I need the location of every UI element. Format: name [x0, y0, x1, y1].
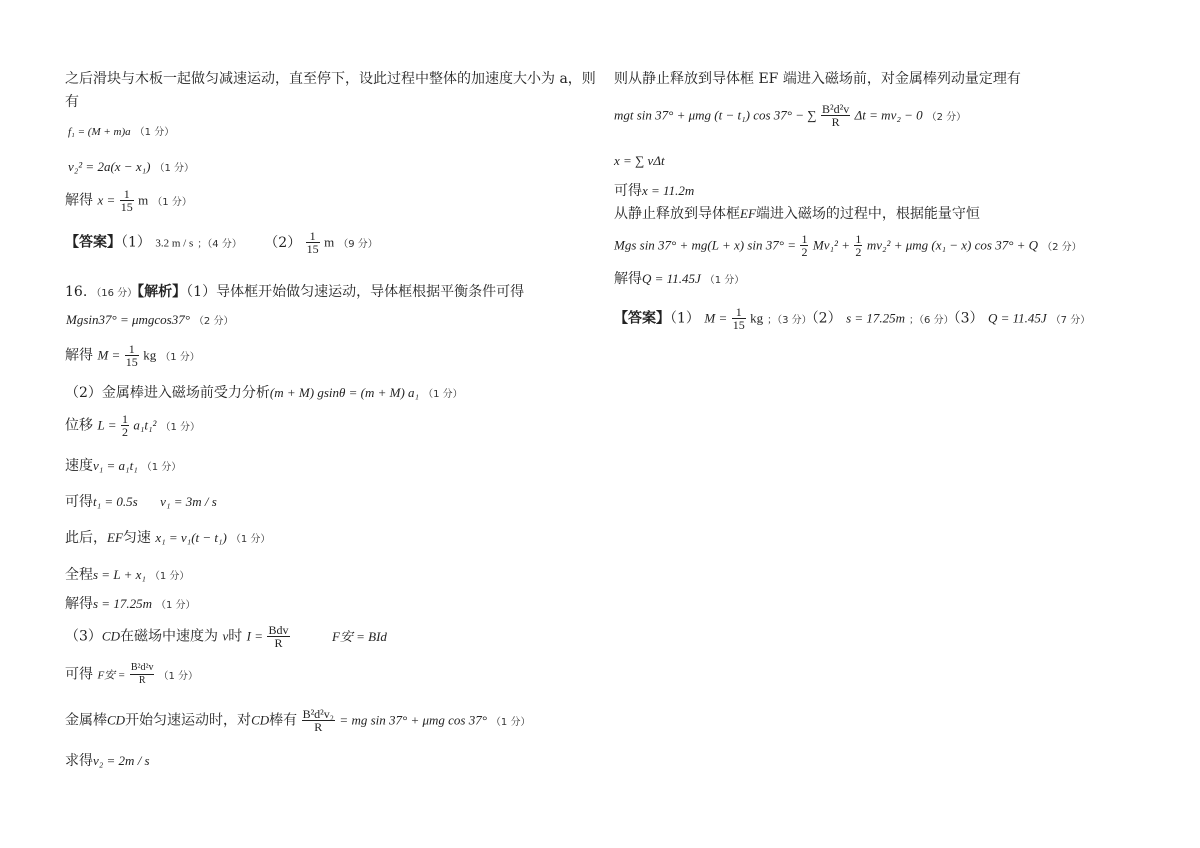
label: 解得 [65, 596, 93, 612]
fraction [125, 343, 139, 368]
formula-line [65, 413, 200, 438]
unit: kg [750, 310, 764, 326]
formula: mv₂² + μmg (x₁ − x) cos 37° + Q [866, 237, 1039, 253]
formula: 3.2 m / s [155, 237, 194, 250]
numerator: 1 [732, 306, 746, 319]
answer-line [65, 230, 378, 255]
points: ；（4 分） [197, 238, 242, 250]
numerator: 1 [120, 188, 134, 201]
denominator: 2 [121, 425, 128, 439]
unit: m [324, 234, 335, 250]
variable: EF [107, 530, 123, 545]
part-label: （3） [65, 628, 102, 645]
denominator: 2 [855, 245, 862, 259]
points: （2 分） [193, 316, 234, 327]
points: ；（3 分） [767, 314, 812, 326]
formula: Mv₁² + [812, 237, 850, 253]
formula-line [614, 152, 665, 170]
numerator: 1 [801, 232, 808, 246]
formula: v₂ = 2m / s [93, 753, 150, 768]
points: （1 分） [149, 571, 190, 582]
text: 金属棒 [65, 712, 107, 729]
text-line: 则从静止释放到导体框 EF 端进入磁场前，对金属棒列动量定理有 [614, 71, 1021, 87]
formula: x₁ = v₁(t − t₁) [155, 530, 227, 545]
formula: Δt = mv₂ − 0 [854, 107, 923, 123]
answer-line [614, 306, 1090, 331]
label: 可得 [614, 183, 642, 199]
formula: M = [704, 310, 728, 326]
points: （16 分） [91, 288, 138, 299]
numerator: 1 [855, 232, 862, 246]
variable: CD [107, 712, 126, 728]
fraction [121, 413, 129, 438]
text: 匀速 [122, 530, 151, 546]
question-number: 16. [65, 284, 88, 300]
text: （2）金属棒进入磁场前受力分析 [65, 385, 270, 401]
formula: x = ∑ vΔt [614, 153, 665, 168]
denominator: 15 [306, 242, 319, 256]
points: （1 分） [230, 534, 271, 545]
points: （1 分） [160, 421, 200, 433]
formula: M = [97, 347, 121, 363]
points: （1 分） [141, 462, 182, 473]
numerator: B²d²v [822, 102, 850, 116]
label: 此后， [65, 530, 107, 546]
denominator: 15 [732, 318, 745, 332]
text: （1）导体框开始做匀速运动，导体框根据平衡条件可得 [186, 284, 525, 300]
numerator: 1 [306, 230, 320, 243]
fraction [267, 624, 289, 649]
formula: F安 = BId [331, 628, 387, 644]
unit: m [138, 192, 149, 208]
points: （1 分） [704, 275, 745, 286]
formula: Q = 11.45J [987, 310, 1047, 326]
fraction [800, 233, 808, 258]
label: 可得 [65, 494, 93, 510]
points: （1 分） [490, 716, 531, 728]
formula: v₁ = 3m / s [160, 494, 217, 509]
denominator: 2 [801, 245, 808, 259]
fraction [821, 103, 850, 128]
numerator: 1 [121, 412, 128, 426]
answer-label: 【答案】 [65, 234, 121, 251]
text: 端进入磁场的过程中，根据能量守恒 [755, 206, 980, 222]
formula: s = 17.25m [93, 596, 152, 611]
points: （1 分） [158, 670, 199, 682]
points: （1 分） [152, 196, 192, 208]
formula-line [614, 233, 1082, 258]
formula: = mg sin 37° + μmg cos 37° [339, 712, 487, 728]
formula-line [66, 311, 233, 331]
formula-line [614, 103, 966, 128]
formula-line [614, 270, 744, 290]
formula: Q = 11.45J [642, 271, 701, 286]
part-label: （1） [121, 234, 151, 251]
points: （1 分） [423, 389, 463, 400]
part-label: （3） [953, 310, 984, 327]
formula: (m + M) gsinθ = (m + M) a₁ [269, 385, 420, 400]
fraction [130, 662, 155, 687]
formula-line [65, 384, 463, 404]
points: （1 分） [134, 127, 175, 138]
fraction [306, 230, 320, 255]
text-line [614, 205, 980, 223]
numerator: B²d²v [130, 662, 154, 673]
formula-line [65, 662, 198, 687]
label: 解得 [65, 192, 93, 209]
formula: mgt sin 37° + μmg (t − t₁) cos 37° − ∑ [614, 107, 817, 123]
formula: v₁ = a₁t₁ [93, 458, 138, 473]
formula-line [65, 566, 189, 586]
text: 在磁场中速度为 [119, 628, 218, 645]
formula-line [68, 122, 174, 142]
analysis-label: 【解析】 [137, 284, 187, 300]
formula-line [68, 158, 194, 178]
fraction [732, 306, 746, 331]
unit: kg [143, 347, 157, 363]
denominator: R [314, 720, 323, 734]
part-label: （2） [811, 310, 842, 327]
label: 解得 [65, 347, 93, 364]
text: 从静止释放到导体框 [614, 206, 740, 222]
numerator: Bdv [268, 623, 289, 637]
formula: Mgs sin 37° + mg(L + x) sin 37° = [614, 237, 797, 253]
points: （7 分） [1050, 314, 1091, 326]
formula: x = 11.2m [642, 183, 695, 198]
points: （1 分） [155, 600, 196, 611]
part-label: （2） [264, 234, 302, 251]
question-header [65, 283, 524, 303]
label: 全程 [65, 567, 93, 583]
formula: v₂² = 2a(x − x₁) [68, 159, 151, 174]
denominator: R [831, 115, 840, 129]
formula: F安 = [97, 669, 126, 682]
formula-line [65, 624, 387, 649]
points: （1 分） [154, 163, 194, 174]
text-line: 有 [65, 94, 79, 110]
points: （2 分） [926, 111, 967, 123]
numerator: 1 [125, 343, 139, 356]
denominator: R [274, 636, 283, 650]
part-label: （1） [670, 310, 700, 327]
formula: I = [246, 628, 264, 644]
formula-line [65, 343, 200, 368]
variable: CD [101, 628, 120, 644]
text: 棒有 [269, 712, 298, 729]
points: （1 分） [160, 351, 200, 363]
denominator: 15 [125, 355, 138, 369]
denominator: R [138, 675, 146, 686]
formula: t₁ = 0.5s [93, 494, 138, 509]
formula: s = L + x₁ [93, 567, 146, 582]
formula-line [65, 457, 181, 477]
text-line: 之后滑块与木板一起做匀减速运动，直至停下，设此过程中整体的加速度大小为 a，则 [65, 71, 596, 87]
formula: a₁t₁² [133, 417, 157, 433]
variable: v [222, 628, 229, 644]
formula: f₁ = (M + m)a [68, 126, 131, 138]
formula: s = 17.25m [846, 310, 906, 326]
text: 时 [228, 628, 243, 645]
points: ；（6 分） [909, 314, 954, 326]
formula-line [65, 188, 192, 213]
formula-line [65, 708, 530, 733]
label: 速度 [65, 458, 93, 474]
formula: x = [97, 192, 116, 208]
fraction [302, 708, 335, 733]
text: 开始匀速运动时，对 [125, 712, 252, 729]
formula-line [65, 493, 217, 511]
formula: Mgsin37° = μmgcos37° [66, 312, 190, 327]
formula-line [65, 595, 196, 615]
fraction [854, 233, 862, 258]
label: 解得 [614, 271, 642, 287]
formula-line [65, 752, 150, 770]
label: 求得 [65, 753, 93, 769]
answer-label: 【答案】 [614, 310, 670, 327]
variable: CD [251, 712, 270, 728]
formula-line [65, 529, 270, 549]
points: （9 分） [338, 238, 378, 250]
fraction [120, 188, 134, 213]
formula: L = [97, 417, 117, 433]
numerator: B²d²v₂ [302, 707, 334, 721]
variable: EF [740, 206, 756, 221]
label: 可得 [65, 666, 93, 683]
points: （2 分） [1042, 241, 1082, 253]
denominator: 15 [120, 200, 133, 214]
label: 位移 [65, 417, 93, 434]
formula-line [614, 182, 694, 200]
